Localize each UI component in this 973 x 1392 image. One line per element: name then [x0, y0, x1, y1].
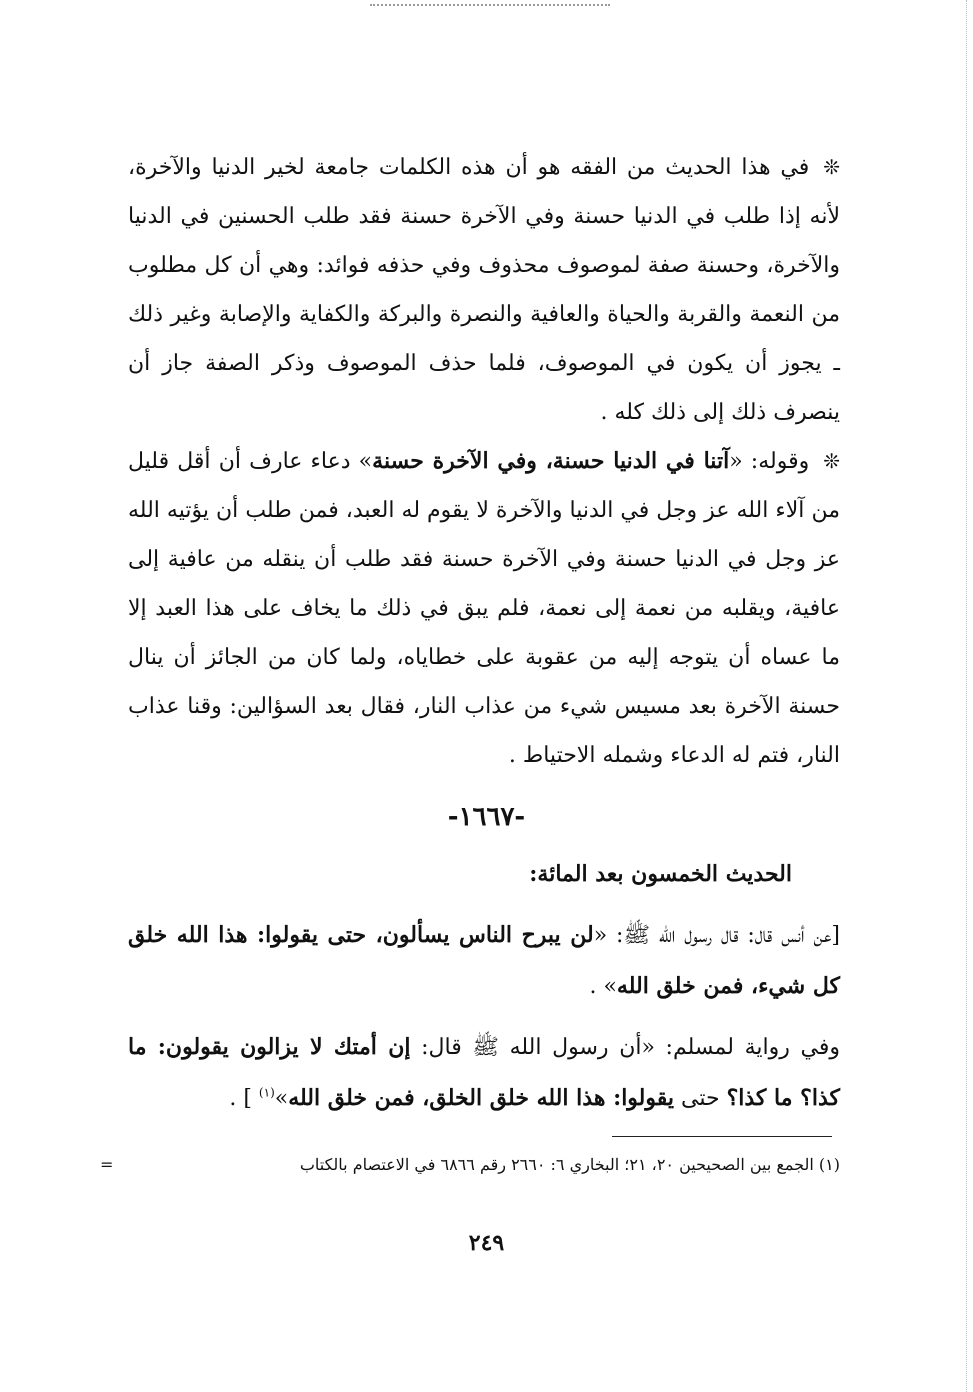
paragraph-1-text: في هذا الحديث من الفقه هو أن هذه الكلمات جامعة لخير الدنيا والآخرة، لأنه إذا طلب في الدنيا حسنة وفي الآخرة حسنة فقد طلب الحسنين في الدنيا والآخرة، وحسنة صفة لموصوف محذوف وفي حذفه فوائد: وهي أن كل مطلوب من النعمة والقربة والحياة والعافية والنصرة والبركة والكفاية والإصابة وغير ذلك ـ يجوز أن يكون في الموصوف، فلما حذف الموصوف وذكر الصفة جاز أن ينصرف ذلك إلى ذلك كله . — [128, 155, 840, 425]
paragraph-2-rest: » دعاء عارف أن أقل قليل من آلاء الله عز وجل في الدنيا والآخرة لا يقوم له العبد، فمن طلب أن يؤتيه الله عز وجل في الدنيا حسنة وفي الآخرة حسنة فقد طلب أن ينقله من عافية إلى عافية، ويقلبه من نعمة إلى نعمة، فلم يبق في ذلك ما يخاف على هذا العبد إلا ما عساه أن يتوجه إليه من عقوبة على خطاياه، ولما كان من الجائز أن ينال حسنة الآخرة بعد مسيس شيء من عذاب النار، فقال بعد السؤالين: وقنا عذاب النار، فتم له الدعاء وشمله الاحتياط . — [128, 449, 840, 768]
hadith-2-end: » — [274, 1086, 289, 1111]
star-icon: ❊ — [823, 155, 840, 179]
star-icon: ❊ — [823, 449, 840, 473]
section-title: الحديث الخمسون بعد المائة: — [529, 861, 792, 887]
hadith-2-lead: وفي رواية لمسلم: «أن رسول الله ﷺ قال: — [410, 1035, 840, 1060]
hadith-number: -١٦٦٧- — [447, 802, 526, 832]
footnote-continue-mark: = — [100, 1155, 114, 1174]
hadith-2-bold-1: إن أمتك لا يزالون يقولون: ما كذا؟ ما كذا؟ — [128, 1034, 840, 1111]
commentary-paragraph-1 — [128, 143, 840, 437]
page-number: ٢٤٩ — [468, 1230, 505, 1256]
footnote-reference[interactable]: (١) — [258, 1085, 275, 1100]
top-rule — [370, 4, 610, 6]
page-edge-dots — [966, 0, 967, 1392]
hadith-2-plain: حتى — [674, 1086, 727, 1111]
hadith-text-1 — [128, 910, 840, 1012]
hadith-2-bold-2: يقولوا: هذا الله خلق الخلق، فمن خلق الله — [288, 1085, 674, 1111]
footnote-rule — [612, 1136, 832, 1137]
commentary-paragraph-2 — [128, 437, 840, 780]
hadith-1-end: » . — [589, 974, 617, 999]
hadith-text-2 — [128, 1022, 840, 1124]
paragraph-2-lead: وقوله: « — [729, 449, 810, 474]
hadith-1-bold: لن يبرح الناس يسألون، حتى يقولوا: هذا الله خلق كل شيء، فمن خلق الله — [128, 922, 840, 999]
hadith-1-lead: [عن أنس قال: قال رسول الله ﷺ: « — [593, 923, 841, 948]
footnote-text: (١) الجمع بين الصحيحين ٢٠، ٢١؛ البخاري ٦: ٢٦٦٠ رقم ٦٨٦٦ في الاعتصام بالكتاب — [299, 1155, 840, 1174]
paragraph-2-quote: آتنا في الدنيا حسنة، وفي الآخرة حسنة — [372, 448, 730, 474]
hadith-2-close: ] . — [229, 1086, 259, 1111]
